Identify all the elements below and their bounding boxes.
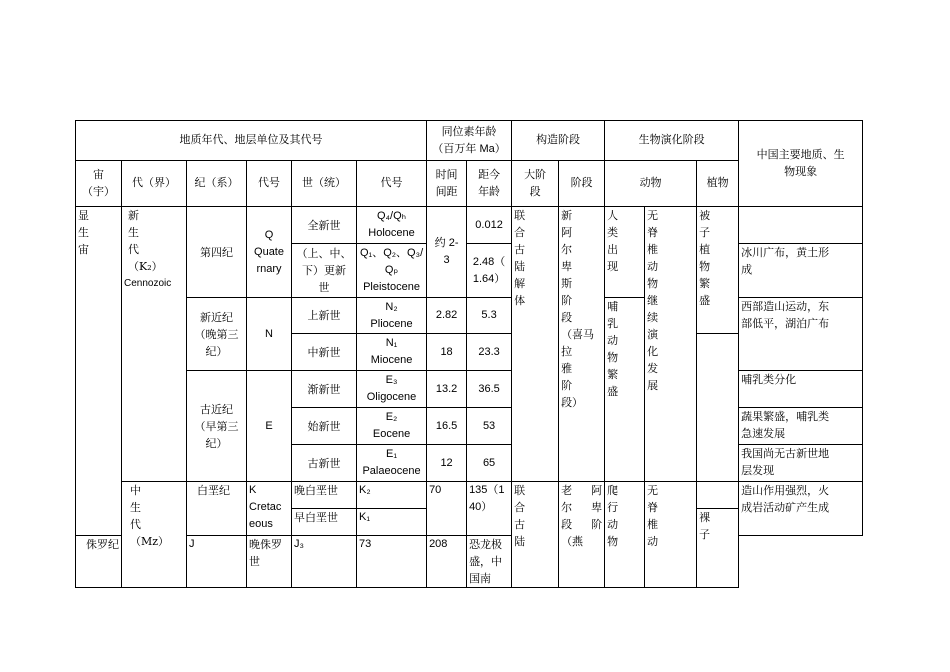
phenom-jurassic: 恐龙极盛，中国南 bbox=[467, 536, 512, 588]
header-animal: 动物 bbox=[605, 161, 697, 207]
code-paleogene: E bbox=[247, 371, 292, 482]
age-holocene: 0.012 bbox=[467, 207, 512, 244]
header-china-phenomena: 中国主要地质、生 物现象 bbox=[739, 121, 863, 207]
code-holocene-english: Holocene bbox=[368, 227, 415, 239]
header-period: 纪（系） bbox=[187, 161, 247, 207]
epoch-code-miocene bbox=[357, 334, 427, 371]
header-epoch-code: 代号 bbox=[357, 161, 427, 207]
row-oligocene bbox=[76, 371, 863, 408]
row-late-jurassic bbox=[76, 536, 863, 588]
age-cretaceous: 135（1 40） bbox=[467, 482, 512, 536]
header-geologic-units: 地质年代、地层单位及其代号 bbox=[76, 121, 427, 161]
era-mesozoic: 中 生 代 （Mz） bbox=[122, 482, 187, 588]
header-big-stage: 大阶 段 bbox=[512, 161, 559, 207]
code-neogene: N bbox=[247, 298, 292, 371]
age-paleocene: 65 bbox=[467, 445, 512, 482]
row-holocene bbox=[76, 207, 863, 244]
header-isotope-age: 同位素年龄 （百万年 Ma） bbox=[427, 121, 512, 161]
header-age: 距今 年龄 bbox=[467, 161, 512, 207]
animal-reptiles: 爬 行 动 物 bbox=[605, 482, 645, 588]
animal-invertebrates-mesozoic: 无 脊 椎 动 bbox=[645, 482, 697, 588]
code-paleocene-symbol: E₁ bbox=[386, 448, 398, 460]
row-late-cretaceous bbox=[76, 482, 863, 509]
tectonic-big-mesozoic: 联 合 古 陆 bbox=[512, 482, 559, 588]
header-bio-evolution: 生物演化阶段 bbox=[605, 121, 739, 161]
interval-jurassic: 73 bbox=[357, 536, 427, 588]
phenom-eocene: 蔬果繁盛，哺乳类 急速发展 bbox=[739, 408, 863, 445]
epoch-code-pleistocene bbox=[357, 244, 427, 298]
epoch-code-pliocene bbox=[357, 298, 427, 334]
interval-miocene: 18 bbox=[427, 334, 467, 371]
period-cretaceous: 白垩纪 bbox=[187, 482, 247, 536]
interval-eocene: 16.5 bbox=[427, 408, 467, 445]
epoch-miocene: 中新世 bbox=[292, 334, 357, 371]
epoch-early-cretaceous: 早白垩世 bbox=[292, 509, 357, 536]
epoch-code-late-cretaceous: K₂ bbox=[357, 482, 427, 509]
age-pliocene: 5.3 bbox=[467, 298, 512, 334]
tectonic-stage-mesozoic-b: 阿 卑 阶 bbox=[591, 484, 603, 531]
tectonic-stage-cenozoic: 新 阿 尔 卑 斯 阶 段 （喜马 拉 雅 阶 段） bbox=[559, 207, 605, 482]
epoch-code-paleocene bbox=[357, 445, 427, 482]
interval-cretaceous: 70 bbox=[427, 482, 467, 536]
period-quaternary: 第四纪 bbox=[187, 207, 247, 298]
era-cenozoic-english: Cennozoic bbox=[124, 278, 172, 289]
code-quaternary: Q Quate rnary bbox=[247, 207, 292, 298]
code-pliocene-symbol: N₂ bbox=[385, 300, 398, 313]
header-epoch: 世（统） bbox=[292, 161, 357, 207]
era-cenozoic bbox=[122, 207, 187, 482]
epoch-code-oligocene bbox=[357, 371, 427, 408]
code-paleocene-english: Palaeocene bbox=[362, 465, 421, 477]
phenom-holocene bbox=[739, 207, 863, 244]
code-miocene-symbol: N₁ bbox=[385, 337, 398, 349]
epoch-code-late-jurassic: J₃ bbox=[292, 536, 357, 588]
row-pliocene bbox=[76, 298, 863, 334]
age-oligocene: 36.5 bbox=[467, 371, 512, 408]
geologic-time-table bbox=[75, 120, 863, 588]
code-eocene-symbol: E₂ bbox=[385, 411, 398, 423]
animal-invertebrates-cenozoic: 无 脊 椎 动 物 继 续 演 化 发 展 bbox=[645, 207, 697, 482]
header-stage: 阶段 bbox=[559, 161, 605, 207]
header-tectonic-stage: 构造阶段 bbox=[512, 121, 605, 161]
period-paleogene: 古近纪 （早第三 纪） bbox=[187, 371, 247, 482]
header-interval: 时间 间距 bbox=[427, 161, 467, 207]
code-miocene-english: Miocene bbox=[370, 354, 413, 366]
code-pliocene-english: Pliocene bbox=[370, 317, 413, 330]
epoch-holocene: 全新世 bbox=[292, 207, 357, 244]
phenom-pleistocene: 冰川广布，黄土形 成 bbox=[739, 244, 863, 298]
header-plant: 植物 bbox=[697, 161, 739, 207]
code-pleistocene-english: Pleistocene bbox=[363, 281, 420, 293]
tectonic-stage-mesozoic-a: 老 尔 段（燕 bbox=[561, 484, 584, 548]
age-eocene: 53 bbox=[467, 408, 512, 445]
period-jurassic: 侏罗纪 bbox=[76, 536, 122, 588]
epoch-eocene: 始新世 bbox=[292, 408, 357, 445]
epoch-code-eocene bbox=[357, 408, 427, 445]
code-cretaceous: K Cretac eous bbox=[247, 482, 292, 536]
code-jurassic: J bbox=[187, 536, 247, 588]
interval-quaternary: 约 2- 3 bbox=[427, 207, 467, 298]
epoch-paleocene: 古新世 bbox=[292, 445, 357, 482]
code-pleistocene-symbol: Q₁、Q₂、Q₃/ Qₚ bbox=[359, 247, 424, 276]
header-period-code: 代号 bbox=[247, 161, 292, 207]
interval-oligocene: 13.2 bbox=[427, 371, 467, 408]
epoch-pleistocene: （上、中、 下）更新 世 bbox=[292, 244, 357, 298]
code-holocene-symbol: Q₄/Qₕ bbox=[376, 210, 407, 222]
plant-mesozoic-blank bbox=[697, 482, 739, 509]
code-eocene-english: Eocene bbox=[372, 428, 411, 440]
age-pleistocene: 2.48（ 1.64） bbox=[467, 244, 512, 298]
epoch-late-cretaceous: 晚白垩世 bbox=[292, 482, 357, 509]
plant-cenozoic-blank bbox=[697, 334, 739, 482]
interval-pliocene: 2.82 bbox=[427, 298, 467, 334]
era-cenozoic-label: 新 生 代 （K₂） bbox=[128, 209, 163, 273]
epoch-oligocene: 渐新世 bbox=[292, 371, 357, 408]
header-eon: 宙 （宇） bbox=[76, 161, 122, 207]
plant-gymnosperms: 裸 子 bbox=[697, 509, 739, 588]
epoch-pliocene: 上新世 bbox=[292, 298, 357, 334]
phenom-oligocene: 哺乳类分化 bbox=[739, 371, 863, 408]
plant-angiosperms: 被 子 植 物 繁 盛 bbox=[697, 207, 739, 334]
phenom-cretaceous: 造山作用强烈，火 成岩活动矿产生成 bbox=[739, 482, 863, 536]
epoch-code-holocene bbox=[357, 207, 427, 244]
header-row-1 bbox=[76, 121, 863, 161]
age-miocene: 23.3 bbox=[467, 334, 512, 371]
header-era: 代（界） bbox=[122, 161, 187, 207]
tectonic-big-cenozoic: 联 合 古 陆 解 体 bbox=[512, 207, 559, 482]
phenom-paleocene: 我国尚无古新世地 层发现 bbox=[739, 445, 863, 482]
period-neogene: 新近纪 （晚第三 纪） bbox=[187, 298, 247, 371]
code-oligocene-english: Oligocene bbox=[366, 391, 417, 403]
eon-phanerozoic: 显 生 宙 bbox=[76, 207, 122, 536]
epoch-code-early-cretaceous: K₁ bbox=[357, 509, 427, 536]
code-oligocene-symbol: E₃ bbox=[385, 374, 398, 386]
animal-humans: 人 类 出 现 bbox=[605, 207, 645, 298]
phenom-pliocene: 西部造山运动，东 部低平，湖泊广布 bbox=[739, 298, 863, 371]
interval-paleocene: 12 bbox=[427, 445, 467, 482]
animal-mammals: 哺 乳 动 物 繁 盛 bbox=[605, 298, 645, 482]
epoch-late-jurassic: 晚侏罗世 bbox=[247, 536, 292, 588]
tectonic-stage-mesozoic bbox=[559, 482, 605, 588]
age-jurassic: 208 bbox=[427, 536, 467, 588]
